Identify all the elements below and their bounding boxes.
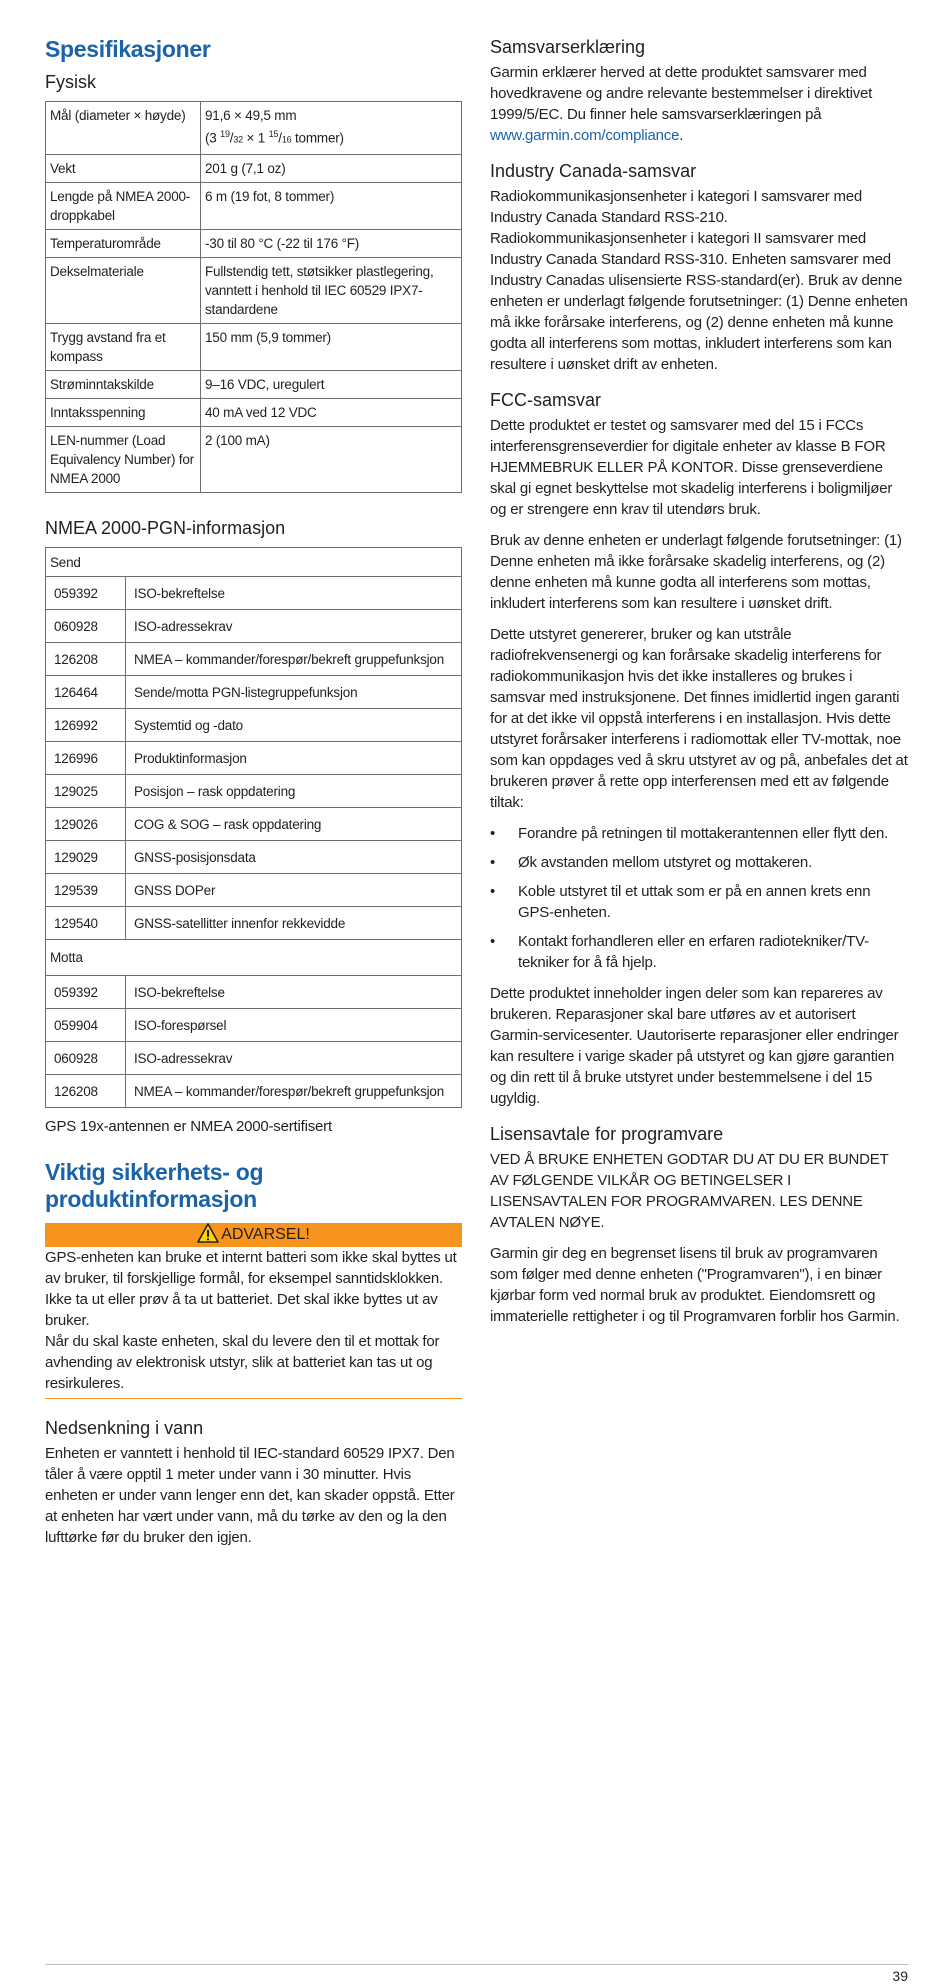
fcc-paragraph: Dette utstyret genererer, bruker og kan utstråle radiofrekvensenergi og kan forårsake skadelig interferens for radiokommunikasjon hvis det ikke installeres og brukes i samsvar med instruksjonene. Det finnes imidlertid ingen garanti for at det ikke vil oppstå interferens i en installasjon. Hvis dette utstyret forårsaker interferens i radiomottak eller TV-mottak, noe som kan oppdages ved å skru utstyret av og på, anbefales det at brukeren prøver å rette opp interferensen med ett av følgende tiltak: — [490, 626, 908, 811]
spec-key: Mål (diameter × høyde) — [46, 102, 201, 155]
warning-text: Når du skal kaste enheten, skal du levere den til et mottak for avhending av elektronisk utstyr, slik at batteriet kan tas ut og resirkuleres. — [45, 1332, 440, 1392]
table-row — [46, 370, 462, 398]
pgn-desc: NMEA – kommander/forespør/bekreft gruppefunksjon — [126, 1074, 462, 1107]
table-row — [46, 1074, 462, 1107]
pgn-code: 059392 — [46, 975, 126, 1008]
table-row — [46, 774, 462, 807]
list-item: • Kontakt forhandleren eller en erfaren radiotekniker/TV-tekniker for å få hjelp. — [490, 933, 869, 971]
warning-divider — [45, 1398, 462, 1399]
spec-key: Lengde på NMEA 2000-droppkabel — [46, 182, 201, 229]
spec-value: 6 m (19 fot, 8 tommer) — [201, 182, 462, 229]
table-row — [46, 1008, 462, 1041]
table-row — [46, 609, 462, 642]
left-column — [45, 36, 462, 1558]
spec-value: Fullstendig tett, støtsikker plastlegering, vanntett i henhold til IEC 60529 IPX7-standardene — [201, 257, 462, 323]
spec-key: Temperaturområde — [46, 229, 201, 257]
right-column — [490, 36, 908, 1337]
warning-banner — [45, 1223, 462, 1247]
fcc-title: FCC-samsvar — [490, 390, 601, 410]
spec-value: 40 mA ved 12 VDC — [201, 398, 462, 426]
compliance-link[interactable]: www.garmin.com/compliance — [490, 127, 680, 144]
table-row — [46, 642, 462, 675]
table-row — [46, 1041, 462, 1074]
pgn-desc: ISO-adressekrav — [126, 1041, 462, 1074]
water-title: Nedsenkning i vann — [45, 1417, 204, 1438]
pgn-code: 126992 — [46, 708, 126, 741]
spec-key: Trygg avstand fra et kompass — [46, 323, 201, 370]
pgn-code: 060928 — [46, 609, 126, 642]
pgn-code: 126208 — [46, 1074, 126, 1107]
table-row — [46, 229, 462, 257]
table-row — [46, 426, 462, 492]
pgn-desc: ISO-adressekrav — [126, 609, 462, 642]
pgn-desc: Posisjon – rask oppdatering — [126, 774, 462, 807]
ic-text: Radiokommunikasjonsenheter i kategori I samsvarer med Industry Canada Standard RSS-210. Radiokommunikasjonsenheter i kategori II samsvarer med Industry Canada Standard RSS-310. Enheten samsvarer med Industry Canadas ulisensierte RSS-standard(er). Bruk av denne enheten er underlagt følgende forutsetninger: (1) Denne enheten må ikke forårsake interferens, og (2) denne enheten må kunne godta all interferens som mottas, inkludert interferens som kan resultere i uønsket drift av enheten. — [490, 188, 908, 373]
pgn-code: 059904 — [46, 1008, 126, 1041]
license-title: Lisensavtale for programvare — [490, 1124, 724, 1144]
warning-text: Ikke ta ut eller prøv å ta ut batteriet. Det skal ikke byttes ut av bruker. — [45, 1290, 438, 1329]
pgn-code: 059392 — [46, 576, 126, 609]
safety-title: Viktig sikkerhets- og produktinformasjon — [45, 1158, 264, 1212]
pgn-code: 060928 — [46, 1041, 126, 1074]
spec-key: Strøminntakskilde — [46, 370, 201, 398]
page-number: 39 — [892, 1968, 908, 1984]
pgn-desc: COG & SOG – rask oppdatering — [126, 807, 462, 840]
pgn-code: 129026 — [46, 807, 126, 840]
pgn-code: 129539 — [46, 873, 126, 906]
license-paragraph: Garmin gir deg en begrenset lisens til bruk av programvaren som følger med denne enheten ("Programvaren"), i en binær kjørbar form ved normal bruk av produktet. Eiendomsrett og immaterielle rettigheter i og til Programvaren forblir hos Garmin. — [490, 1245, 900, 1325]
footer-divider — [45, 1964, 908, 1965]
list-item: • Koble utstyret til et uttak som er på en annen krets enn GPS-enheten. — [490, 883, 871, 921]
list-item: • Forandre på retningen til mottakerantennen eller flytt den. — [490, 825, 889, 842]
pgn-title: NMEA 2000-PGN-informasjon — [45, 517, 286, 538]
list-item: • Øk avstanden mellom utstyret og mottakeren. — [490, 854, 813, 871]
table-row — [46, 939, 462, 975]
pgn-desc: Produktinformasjon — [126, 741, 462, 774]
spec-value: 9–16 VDC, uregulert — [201, 370, 462, 398]
spec-key: Dekselmateriale — [46, 257, 201, 323]
conformity-title: Samsvarserklæring — [490, 37, 646, 57]
spec-value: 91,6 × 49,5 mm (3 $^{19}$/32 × 1 $^{15}$/16 tommer) — [201, 102, 462, 155]
pgn-code: 129025 — [46, 774, 126, 807]
ic-title: Industry Canada-samsvar — [490, 161, 697, 181]
table-row — [46, 906, 462, 939]
warning-text: GPS-enheten kan bruke et internt batteri som ikke skal byttes ut av bruker, til forskjellige formål, for eksempel sanntidsklokken. — [45, 1248, 457, 1287]
table-row — [46, 741, 462, 774]
fcc-paragraph: Bruk av denne enheten er underlagt følgende forutsetninger: (1) Denne enheten må ikke forårsake skadelig interferens, og (2) denne enheten må kunne godta all interferens som mottas, inkludert interferens som kan resultere i uønsket drift. — [490, 532, 902, 612]
spec-subtitle: Fysisk — [45, 72, 96, 92]
spec-value: 150 mm (5,9 tommer) — [201, 323, 462, 370]
spec-key: Vekt — [46, 154, 201, 182]
table-row — [46, 323, 462, 370]
fcc-paragraph: Dette produktet inneholder ingen deler som kan repareres av brukeren. Reparasjoner skal bare utføres av et autorisert Garmin-servicesenter. Uautoriserte reparasjoner eller endringer kan resultere i varige skader på utstyret og kan gjøre garantien og din rett til å bruke utstyret under bestemmelsene i del 15 ugyldig. — [490, 985, 899, 1107]
pgn-desc: Sende/motta PGN-listegruppefunksjon — [126, 675, 462, 708]
table-row — [46, 547, 462, 576]
spec-key: Inntaksspenning — [46, 398, 201, 426]
pgn-desc: GNSS DOPer — [126, 873, 462, 906]
pgn-group-receive: Motta — [46, 939, 462, 975]
spec-key: LEN-nummer (Load Equivalency Number) for NMEA 2000 — [46, 426, 201, 492]
pgn-desc: NMEA – kommander/forespør/bekreft gruppefunksjon — [126, 642, 462, 675]
table-row — [46, 807, 462, 840]
pgn-desc: GNSS-satellitter innenfor rekkevidde — [126, 906, 462, 939]
pgn-table — [45, 547, 462, 1108]
pgn-code: 126996 — [46, 741, 126, 774]
fcc-bullet-list — [490, 823, 908, 973]
spec-table — [45, 101, 462, 493]
table-row — [46, 675, 462, 708]
table-row — [46, 154, 462, 182]
table-row — [46, 257, 462, 323]
pgn-code: 126208 — [46, 642, 126, 675]
pgn-desc: GNSS-posisjonsdata — [126, 840, 462, 873]
table-row — [46, 102, 462, 155]
pgn-group-send: Send — [46, 547, 462, 576]
pgn-desc: ISO-bekreftelse — [126, 975, 462, 1008]
pgn-code: 129540 — [46, 906, 126, 939]
spec-value: 201 g (7,1 oz) — [201, 154, 462, 182]
fcc-paragraph: Dette produktet er testet og samsvarer med del 15 i FCCs interferensgrenseverdier for digitale enheter av klasse B FOR HJEMMEBRUK ELLER PÅ KONTOR. Disse grenseverdiene skal gi egnet beskyttelse mot skadelig interferens i boligmiljøer og er strengere enn krav til utendørs bruk. — [490, 417, 893, 518]
table-row — [46, 182, 462, 229]
spec-value: 2 (100 mA) — [201, 426, 462, 492]
table-row — [46, 840, 462, 873]
pgn-code: 126464 — [46, 675, 126, 708]
table-row — [46, 873, 462, 906]
pgn-desc: ISO-forespørsel — [126, 1008, 462, 1041]
pgn-desc: ISO-bekreftelse — [126, 576, 462, 609]
conformity-text: Garmin erklærer herved at dette produktet samsvarer med hovedkravene og andre relevante bestemmelser i direktivet 1999/5/EC. Du finner hele samsvarserklæringen på www.garmin.com/compliance. — [490, 64, 873, 144]
license-paragraph: VED Å BRUKE ENHETEN GODTAR DU AT DU ER BUNDET AV FØLGENDE VILKÅR OG BETINGELSER I LISENSAVTALEN FOR PROGRAMVAREN. LES DENNE AVTALEN NØYE. — [490, 1151, 889, 1231]
table-row — [46, 576, 462, 609]
pgn-code: 129029 — [46, 840, 126, 873]
spec-title: Spesifikasjoner — [45, 36, 211, 62]
water-text: Enheten er vanntett i henhold til IEC-standard 60529 IPX7. Den tåler å være opptil 1 meter under vann i 30 minutter. Hvis enheten er under vann lenger enn det, kan skader oppstå. Etter at enheten har vært under vann, må du tørke av den og la den lufttørke før du bruker den igjen. — [45, 1444, 455, 1546]
warning-label: ADVARSEL! — [221, 1225, 310, 1243]
table-row — [46, 708, 462, 741]
pgn-desc: Systemtid og -dato — [126, 708, 462, 741]
table-row — [46, 975, 462, 1008]
table-row — [46, 398, 462, 426]
spec-value: -30 til 80 °C (-22 til 176 °F) — [201, 229, 462, 257]
pgn-note: GPS 19x-antennen er NMEA 2000-sertifisert — [45, 1117, 332, 1135]
